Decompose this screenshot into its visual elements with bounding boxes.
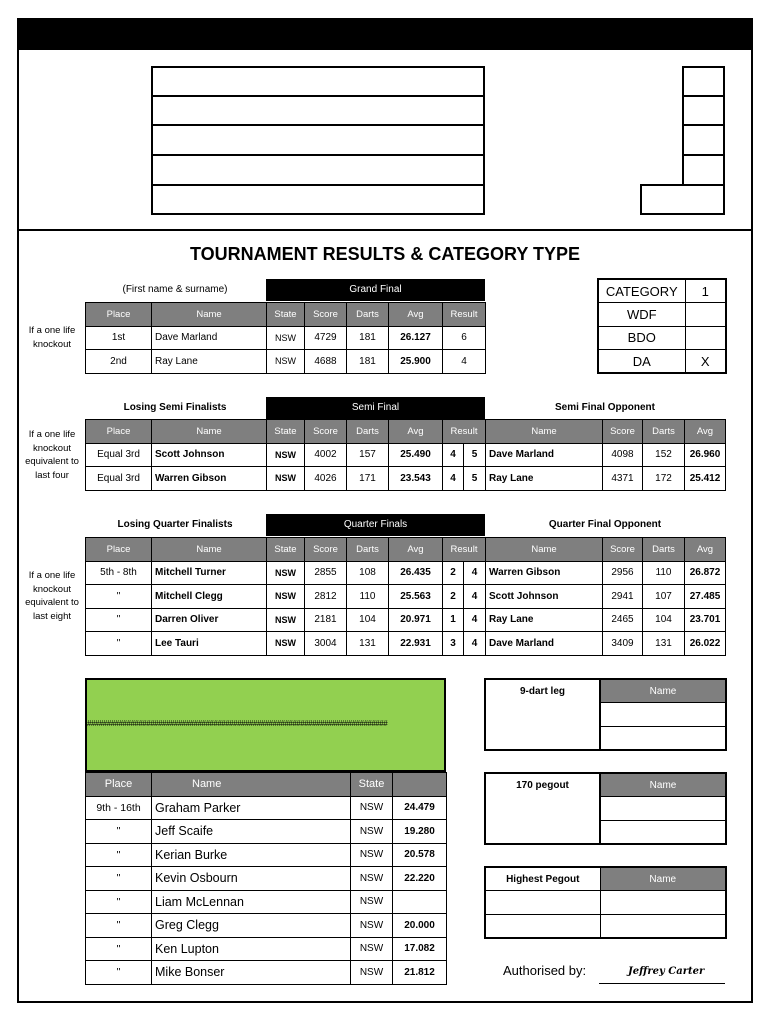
header-small-field-2[interactable] (682, 95, 725, 126)
last-sixteen-table (85, 772, 447, 985)
category-label: CATEGORY (598, 279, 685, 303)
opponent-darts-cell: 107 (643, 585, 685, 609)
green-banner-text: ############################################################################ (87, 719, 388, 728)
result-cell: 6 (443, 326, 486, 350)
name-cell: Lee Tauri (152, 632, 267, 656)
opp-legs-cell: 4 (464, 608, 486, 632)
semi-final-left-label: Losing Semi Finalists (123, 402, 227, 413)
place-cell: 5th - 8th (86, 561, 152, 585)
category-mark[interactable]: X (685, 350, 726, 374)
col-header: State (351, 773, 393, 797)
darts-cell: 157 (347, 443, 389, 467)
col-header: Result (443, 538, 486, 562)
name-cell: Scott Johnson (152, 443, 267, 467)
opp-legs-cell: 5 (464, 443, 486, 467)
state-cell: NSW (267, 585, 305, 609)
result-legs-cell: 2 (443, 561, 464, 585)
place-cell: 1st (86, 326, 152, 350)
place-cell: 9th - 16th (86, 796, 152, 820)
col-header: Name (152, 773, 351, 797)
header-field-5[interactable] (151, 184, 485, 215)
avg-cell: 17.082 (393, 937, 447, 961)
opponent-score-cell: 4371 (603, 467, 643, 491)
opponent-avg-cell: 26.022 (685, 632, 726, 656)
grand-final-left-label: (First name & surname) (122, 284, 228, 295)
semi-final-side-note: If a one life knockout equivalent to last four (25, 429, 79, 481)
avg-cell: 25.563 (389, 585, 443, 609)
semi-final-table (85, 419, 726, 491)
darts-cell: 110 (347, 585, 389, 609)
col-header: Avg (389, 538, 443, 562)
state-cell: NSW (351, 914, 393, 938)
avg-cell: 20.971 (389, 608, 443, 632)
place-cell: Equal 3rd (86, 467, 152, 491)
category-table (597, 278, 727, 374)
col-header: Name (486, 420, 603, 444)
state-cell: NSW (351, 796, 393, 820)
result-legs-cell: 3 (443, 632, 464, 656)
table-row (86, 561, 726, 585)
name-cell: Mitchell Turner (152, 561, 267, 585)
header-field-4[interactable] (151, 154, 485, 186)
semi-final-header: Semi Final (266, 397, 485, 419)
place-cell: " (86, 890, 152, 914)
col-header: State (267, 303, 305, 327)
result-legs-cell: 4 (443, 443, 464, 467)
category-name: BDO (598, 326, 685, 350)
opponent-darts-cell: 172 (643, 467, 685, 491)
opponent-name-cell: Scott Johnson (486, 585, 603, 609)
table-row (86, 867, 447, 891)
category-row (598, 350, 726, 374)
col-header: Darts (347, 303, 389, 327)
avg-cell: 21.812 (393, 961, 447, 985)
col-header: Score (603, 420, 643, 444)
place-cell: " (86, 632, 152, 656)
state-cell: NSW (267, 561, 305, 585)
col-header: Place (86, 420, 152, 444)
avg-cell: 26.127 (389, 326, 443, 350)
nine-dart-label: 9-dart leg (485, 679, 600, 750)
darts-cell: 171 (347, 467, 389, 491)
place-cell: " (86, 843, 152, 867)
score-cell: 2812 (305, 585, 347, 609)
nine-dart-name-field-1[interactable] (600, 703, 726, 727)
name-cell: Liam McLennan (152, 890, 351, 914)
table-row (86, 608, 726, 632)
header-field-3[interactable] (151, 124, 485, 156)
table-row (86, 937, 447, 961)
nine-dart-table (484, 678, 727, 751)
name-cell: Kerian Burke (152, 843, 351, 867)
col-header: Avg (389, 420, 443, 444)
state-cell: NSW (351, 890, 393, 914)
header-small-field-3[interactable] (682, 124, 725, 156)
col-header: Result (443, 303, 486, 327)
table-row (86, 961, 447, 985)
place-cell: " (86, 937, 152, 961)
header-divider (17, 229, 753, 231)
opponent-name-cell: Ray Lane (486, 467, 603, 491)
place-cell: " (86, 914, 152, 938)
col-header: Score (305, 420, 347, 444)
opponent-score-cell: 4098 (603, 443, 643, 467)
darts-cell: 181 (347, 326, 389, 350)
highest-pegout-label: Highest Pegout (485, 867, 600, 891)
highest-pegout-name-field-1[interactable] (600, 891, 726, 915)
place-cell: " (86, 585, 152, 609)
state-cell: NSW (267, 443, 305, 467)
opp-legs-cell: 4 (464, 632, 486, 656)
state-cell: NSW (351, 867, 393, 891)
opponent-darts-cell: 131 (643, 632, 685, 656)
name-cell: Ray Lane (152, 350, 267, 374)
col-header: State (267, 420, 305, 444)
quarter-final-table (85, 537, 726, 656)
header-wide-field[interactable] (640, 184, 725, 215)
col-header: Place (86, 538, 152, 562)
name-cell: Graham Parker (152, 796, 351, 820)
authorised-label: Authorised by: (503, 963, 587, 978)
col-header: Darts (643, 538, 685, 562)
name-cell: Ken Lupton (152, 937, 351, 961)
table-header-row (86, 773, 447, 797)
avg-cell: 19.280 (393, 820, 447, 844)
avg-cell (393, 890, 447, 914)
highest-pegout-name-header: Name (600, 867, 726, 891)
pegout-170-name-field-1[interactable] (600, 797, 726, 821)
table-row (86, 443, 726, 467)
pegout-170-label: 170 pegout (485, 773, 600, 844)
result-legs-cell: 2 (443, 585, 464, 609)
col-header: Score (305, 303, 347, 327)
quarter-final-left-label: Losing Quarter Finalists (117, 519, 233, 530)
category-row (598, 279, 726, 303)
opponent-darts-cell: 104 (643, 608, 685, 632)
avg-cell: 26.435 (389, 561, 443, 585)
opponent-name-cell: Dave Marland (486, 443, 603, 467)
state-cell: NSW (351, 937, 393, 961)
avg-cell: 20.578 (393, 843, 447, 867)
opponent-avg-cell: 26.872 (685, 561, 726, 585)
place-cell: " (86, 608, 152, 632)
avg-cell: 23.543 (389, 467, 443, 491)
darts-cell: 181 (347, 350, 389, 374)
opponent-score-cell: 2465 (603, 608, 643, 632)
grand-final-header: Grand Final (266, 279, 485, 301)
avg-cell: 25.900 (389, 350, 443, 374)
place-cell: 2nd (86, 350, 152, 374)
col-header: Avg (685, 538, 726, 562)
category-row (598, 303, 726, 327)
score-cell: 3004 (305, 632, 347, 656)
table-row (86, 843, 447, 867)
opp-legs-cell: 5 (464, 467, 486, 491)
signature: Jeffrey Carter (628, 966, 705, 977)
header-small-field-1[interactable] (682, 66, 725, 97)
name-cell: Dave Marland (152, 326, 267, 350)
table-row (86, 467, 726, 491)
darts-cell: 108 (347, 561, 389, 585)
col-header: Score (603, 538, 643, 562)
category-mark[interactable] (685, 303, 726, 327)
score-cell: 2855 (305, 561, 347, 585)
opponent-darts-cell: 152 (643, 443, 685, 467)
score-cell: 4729 (305, 326, 347, 350)
opp-legs-cell: 4 (464, 561, 486, 585)
avg-cell: 22.931 (389, 632, 443, 656)
place-cell: " (86, 867, 152, 891)
result-cell: 4 (443, 350, 486, 374)
state-cell: NSW (351, 843, 393, 867)
state-cell: NSW (267, 350, 305, 374)
state-cell: NSW (267, 608, 305, 632)
col-header: Darts (643, 420, 685, 444)
pegout-170-name-field-2[interactable] (600, 820, 726, 844)
semi-final-right-label: Semi Final Opponent (554, 402, 655, 413)
state-cell: NSW (351, 820, 393, 844)
opponent-avg-cell: 26.960 (685, 443, 726, 467)
opponent-avg-cell: 25.412 (685, 467, 726, 491)
score-cell: 4026 (305, 467, 347, 491)
name-cell: Warren Gibson (152, 467, 267, 491)
col-header: Name (152, 420, 267, 444)
name-cell: Greg Clegg (152, 914, 351, 938)
table-row (86, 585, 726, 609)
darts-cell: 131 (347, 632, 389, 656)
col-header: Name (152, 538, 267, 562)
col-header: Place (86, 303, 152, 327)
name-cell: Jeff Scaife (152, 820, 351, 844)
category-value: 1 (685, 279, 726, 303)
opponent-score-cell: 2956 (603, 561, 643, 585)
avg-cell: 22.220 (393, 867, 447, 891)
col-header: Avg (389, 303, 443, 327)
score-cell: 2181 (305, 608, 347, 632)
col-header: Avg (685, 420, 726, 444)
green-banner (85, 678, 446, 772)
place-cell: " (86, 961, 152, 985)
quarter-final-header: Quarter Finals (266, 514, 485, 536)
highest-pegout-table (484, 866, 727, 939)
avg-cell: 24.479 (393, 796, 447, 820)
pegout-170-table (484, 772, 727, 845)
highest-pegout-value-field-2[interactable] (485, 914, 600, 938)
category-name: WDF (598, 303, 685, 327)
grand-final-table (85, 302, 486, 374)
header-bar (17, 18, 753, 50)
quarter-final-side-note: If a one life knockout equivalent to last eight (25, 570, 79, 622)
avg-cell: 20.000 (393, 914, 447, 938)
table-row (86, 796, 447, 820)
col-header: Place (86, 773, 152, 797)
place-cell: Equal 3rd (86, 443, 152, 467)
col-header: Name (152, 303, 267, 327)
category-row (598, 326, 726, 350)
place-cell: " (86, 820, 152, 844)
state-cell: NSW (267, 632, 305, 656)
avg-cell: 25.490 (389, 443, 443, 467)
nine-dart-name-field-2[interactable] (600, 726, 726, 750)
opponent-score-cell: 3409 (603, 632, 643, 656)
page-title: TOURNAMENT RESULTS & CATEGORY TYPE (189, 244, 581, 264)
table-row (86, 914, 447, 938)
col-header: Darts (347, 538, 389, 562)
col-header: State (267, 538, 305, 562)
result-legs-cell: 1 (443, 608, 464, 632)
darts-cell: 104 (347, 608, 389, 632)
header-small-field-4[interactable] (682, 154, 725, 186)
col-header: Score (305, 538, 347, 562)
opponent-darts-cell: 110 (643, 561, 685, 585)
name-cell: Mitchell Clegg (152, 585, 267, 609)
col-header: Result (443, 420, 486, 444)
grand-final-side-note: If a one life knockout (28, 325, 76, 350)
table-header-row (86, 538, 726, 562)
opp-legs-cell: 4 (464, 585, 486, 609)
table-row (86, 820, 447, 844)
state-cell: NSW (267, 326, 305, 350)
opponent-score-cell: 2941 (603, 585, 643, 609)
col-header (393, 773, 447, 797)
table-row (86, 632, 726, 656)
nine-dart-name-header: Name (600, 679, 726, 703)
opponent-name-cell: Warren Gibson (486, 561, 603, 585)
result-legs-cell: 4 (443, 467, 464, 491)
opponent-avg-cell: 27.485 (685, 585, 726, 609)
category-mark[interactable] (685, 326, 726, 350)
opponent-name-cell: Dave Marland (486, 632, 603, 656)
name-cell: Kevin Osbourn (152, 867, 351, 891)
state-cell: NSW (267, 467, 305, 491)
table-row (86, 326, 486, 350)
opponent-name-cell: Ray Lane (486, 608, 603, 632)
score-cell: 4688 (305, 350, 347, 374)
table-row (86, 890, 447, 914)
table-header-row (86, 420, 726, 444)
pegout-170-name-header: Name (600, 773, 726, 797)
highest-pegout-value-field-1[interactable] (485, 891, 600, 915)
col-header: Name (486, 538, 603, 562)
opponent-avg-cell: 23.701 (685, 608, 726, 632)
quarter-final-right-label: Quarter Final Opponent (548, 519, 662, 530)
state-cell: NSW (351, 961, 393, 985)
table-header-row (86, 303, 486, 327)
signature-line (599, 983, 725, 984)
name-cell: Mike Bonser (152, 961, 351, 985)
category-name: DA (598, 350, 685, 374)
name-cell: Darren Oliver (152, 608, 267, 632)
col-header: Darts (347, 420, 389, 444)
table-row (86, 350, 486, 374)
highest-pegout-name-field-2[interactable] (600, 914, 726, 938)
header-field-2[interactable] (151, 95, 485, 126)
score-cell: 4002 (305, 443, 347, 467)
header-field-1[interactable] (151, 66, 485, 97)
